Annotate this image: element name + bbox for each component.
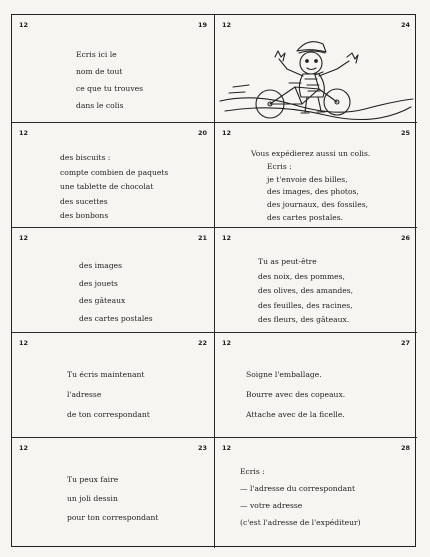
card-26	[215, 228, 417, 333]
text-line: Attache avec de la ficelle.	[246, 410, 345, 419]
text-line: des gâteaux	[79, 296, 126, 305]
text-line: — votre adresse	[240, 501, 303, 510]
text-line: Tu as peut-être	[258, 257, 317, 266]
card-23	[12, 438, 215, 548]
text-line: Ecris :	[267, 161, 292, 171]
text-line: des images, des photos,	[267, 187, 359, 197]
card-text	[79, 257, 153, 327]
text-line: des cartes postales.	[267, 212, 344, 222]
text-line: je t'envoie des billes,	[267, 174, 348, 184]
card-text	[246, 365, 345, 425]
text-line: — l'adresse du correspondant	[240, 484, 356, 493]
card-series-label: 12	[222, 444, 232, 452]
card-series-label: 12	[19, 234, 29, 242]
text-line: un joli dessin	[67, 494, 118, 503]
text-line: dans le colis	[76, 101, 124, 110]
card-text	[67, 365, 150, 425]
boy-with-bicycle-illustration	[215, 27, 417, 123]
card-27	[215, 333, 417, 438]
card-19	[12, 15, 215, 123]
text-line: des images	[79, 261, 123, 270]
card-number: 28	[400, 444, 410, 452]
card-series-label: 12	[19, 129, 29, 137]
text-line: Tu écris maintenant	[67, 370, 145, 379]
card-text	[76, 46, 143, 114]
text-line: Soigne l'emballage.	[246, 370, 322, 379]
text-line: Tu peux faire	[67, 475, 119, 484]
card-series-label: 12	[222, 234, 232, 242]
card-series-label: 12	[222, 339, 232, 347]
text-line: des sucettes	[60, 196, 108, 206]
text-line: de ton correspondant	[67, 410, 150, 419]
text-line: des olives, des amandes,	[258, 286, 354, 295]
text-line: des journaux, des fossiles,	[267, 200, 369, 210]
card-22	[12, 333, 215, 438]
card-text	[60, 151, 168, 224]
text-line: l'adresse	[67, 390, 102, 399]
card-number: 22	[197, 339, 207, 347]
text-line: Bourre avec des copeaux.	[246, 390, 346, 399]
text-line: Vous expédierez aussi un colis.	[251, 149, 371, 158]
text-line: des bonbons	[60, 211, 109, 220]
text-line: des feuilles, des racines,	[258, 300, 353, 310]
card-text	[67, 470, 158, 527]
text-line: des fleurs, des gâteaux.	[258, 315, 350, 324]
card-number: 25	[400, 129, 410, 137]
card-number: 20	[197, 129, 207, 137]
text-line: des cartes postales	[79, 313, 153, 323]
text-line: pour ton correspondant	[67, 513, 159, 522]
card-series-label: 12	[19, 339, 29, 347]
card-text	[258, 255, 353, 328]
text-line: des jouets	[79, 278, 118, 288]
text-line: Ecris :	[240, 467, 265, 476]
text-line: (c'est l'adresse de l'expéditeur)	[240, 518, 361, 527]
card-number: 19	[197, 21, 207, 29]
text-line: nom de tout	[76, 67, 123, 76]
card-number: 23	[197, 444, 207, 452]
card-number: 24	[400, 21, 410, 29]
card-series-label: 12	[19, 444, 29, 452]
card-sheet	[11, 14, 416, 547]
text-line: compte combien de paquets	[60, 167, 169, 177]
text-line: des biscuits :	[60, 153, 111, 162]
text-line: des noix, des pommes,	[258, 271, 345, 281]
text-line: Ecris ici le	[76, 50, 117, 59]
card-25	[215, 123, 417, 228]
card-21	[12, 228, 215, 333]
card-text	[240, 463, 361, 531]
card-20	[12, 123, 215, 228]
text-line: une tablette de chocolat	[60, 182, 154, 191]
card-24	[215, 15, 417, 123]
card-series-label: 12	[19, 21, 29, 29]
text-line: ce que tu trouves	[76, 84, 144, 93]
card-number: 21	[197, 234, 207, 242]
card-number: 26	[400, 234, 410, 242]
card-text	[251, 148, 370, 225]
card-number: 27	[400, 339, 410, 347]
card-series-label: 12	[222, 129, 232, 137]
card-series-label: 12	[222, 21, 232, 29]
card-28	[215, 438, 417, 548]
